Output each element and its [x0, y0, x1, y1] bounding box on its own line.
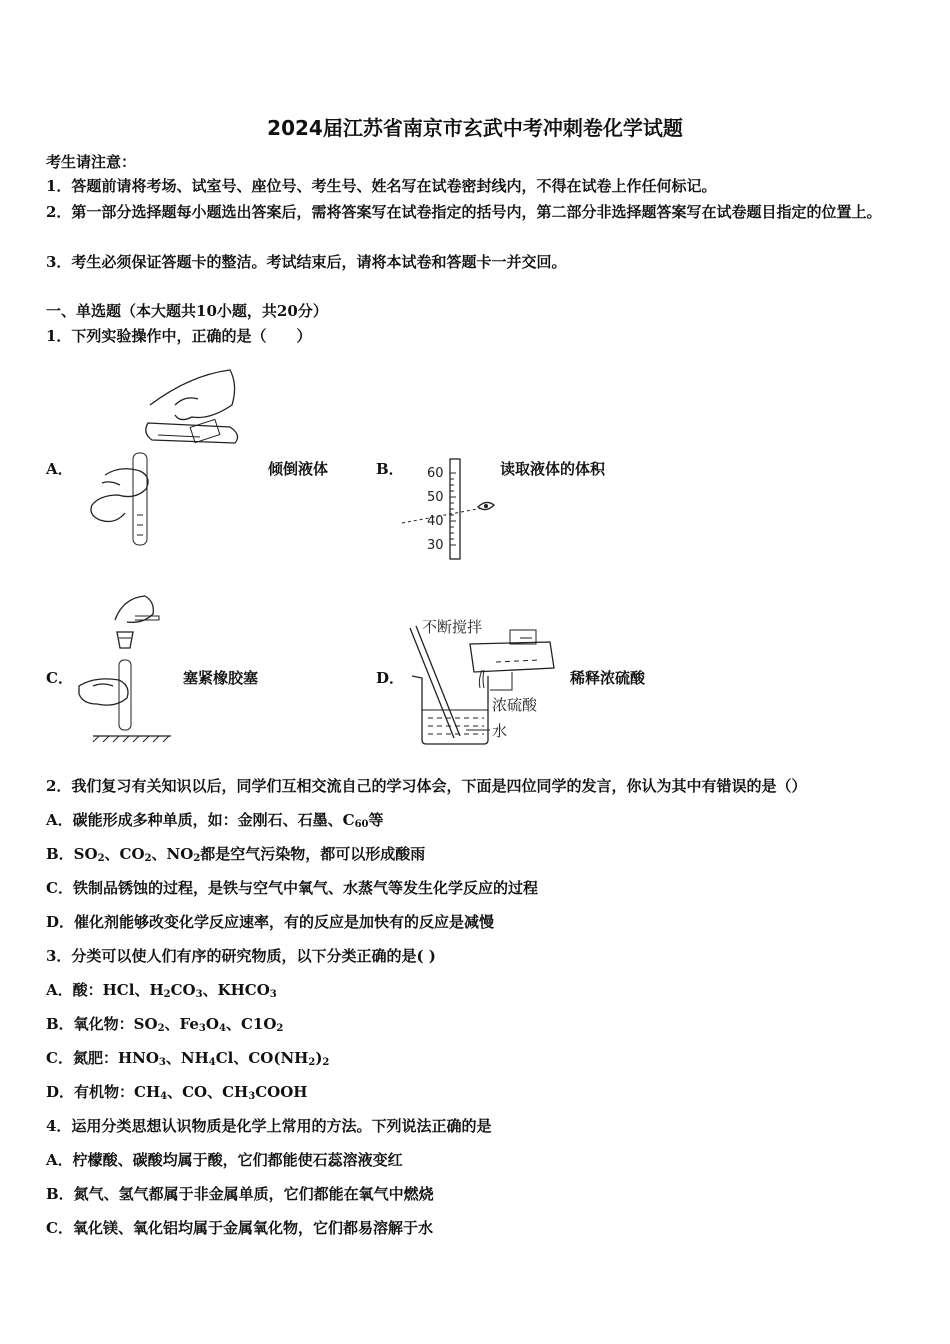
pouring-liquid-figure: [80, 365, 250, 555]
q4-stem: 4．运用分类思想认识物质是化学上常用的方法。下列说法正确的是: [46, 1117, 492, 1135]
tick-50: 50: [427, 490, 444, 505]
tick-60: 60: [427, 466, 444, 481]
q2-option-b: B．$SO_2$、$CO_2$、$NO_2$都是空气污染物，都可以形成酸雨: [46, 845, 426, 864]
q1-option-b-caption: 读取液体的体积: [500, 460, 606, 478]
dilute-acid-figure: [400, 610, 565, 750]
q3-option-c: C．氮肥：$HNO_3$、$NH_4Cl$、$CO(NH_2)_2$: [46, 1049, 330, 1068]
page-title: 2024届江苏省南京市玄武中考冲刺卷化学试题: [267, 116, 683, 140]
eye-icon: [484, 504, 488, 508]
tick-30: 30: [427, 538, 444, 553]
q1-option-d-letter: D．: [376, 669, 405, 687]
q4-option-b: B．氮气、氢气都属于非金属单质，它们都能在氧气中燃烧: [46, 1185, 434, 1203]
q1-option-b-letter: B．: [376, 460, 404, 478]
q1-option-c-caption: 塞紧橡胶塞: [183, 669, 259, 687]
notice-heading: 考生请注意：: [46, 153, 137, 171]
reading-volume-figure: [400, 455, 510, 565]
notice-item-3: 3．考生必须保证答题卡的整洁。考试结束后，请将本试卷和答题卡一并交回。: [46, 253, 567, 271]
stir-label: 不断搅拌: [422, 618, 483, 636]
q3-stem: 3．分类可以使人们有序的研究物质，以下分类正确的是( ): [46, 947, 436, 965]
q1-option-a-letter: A．: [46, 460, 73, 478]
q2-stem: 2．我们复习有关知识以后，同学们互相交流自己的学习体会，下面是四位同学的发言，你认为其中有错误的是（）: [46, 777, 807, 795]
stopper-figure: [75, 590, 185, 750]
q1-option-c-letter: C．: [46, 669, 73, 687]
q4-option-c: C．氧化镁、氧化铝均属于金属氧化物，它们都易溶解于水: [46, 1219, 433, 1237]
q1-stem: 1．下列实验操作中，正确的是（ ）: [46, 327, 312, 345]
notice-item-2: 2．第一部分选择题每小题选出答案后，需将答案写在试卷指定的括号内，第二部分非选择题答案写在试卷题目指定的位置上。: [46, 203, 882, 221]
q2-option-a: A．碳能形成多种单质，如：金刚石、石墨、$C_{60}$等: [46, 811, 384, 830]
q3-option-a: A．酸：HCl、$H_2CO_3$、$KHCO_3$: [46, 981, 277, 1000]
q2-option-c: C．铁制品锈蚀的过程，是铁与空气中氧气、水蒸气等发生化学反应的过程: [46, 879, 538, 897]
q1-option-a-caption: 倾倒液体: [268, 460, 329, 478]
q2-option-d: D．催化剂能够改变化学反应速率，有的反应是加快有的反应是减慢: [46, 913, 495, 931]
acid-label: 浓硫酸: [492, 696, 538, 714]
q3-option-d: D．有机物：$CH_4$、CO、$CH_3COOH$: [46, 1083, 308, 1102]
q1-option-d-caption: 稀释浓硫酸: [570, 669, 646, 687]
q4-option-a: A．柠檬酸、碳酸均属于酸，它们都能使石蕊溶液变红: [46, 1151, 403, 1169]
notice-item-1: 1．答题前请将考场、试室号、座位号、考生号、姓名写在试卷密封线内，不得在试卷上作任何标记。: [46, 177, 717, 195]
tick-40: 40: [427, 514, 444, 529]
q3-option-b: B．氧化物：$SO_2$、$Fe_3O_4$、$C1O_2$: [46, 1015, 284, 1034]
water-label: 水: [492, 722, 508, 740]
section-heading: 一、单选题（本大题共10小题，共20分）: [46, 302, 328, 320]
